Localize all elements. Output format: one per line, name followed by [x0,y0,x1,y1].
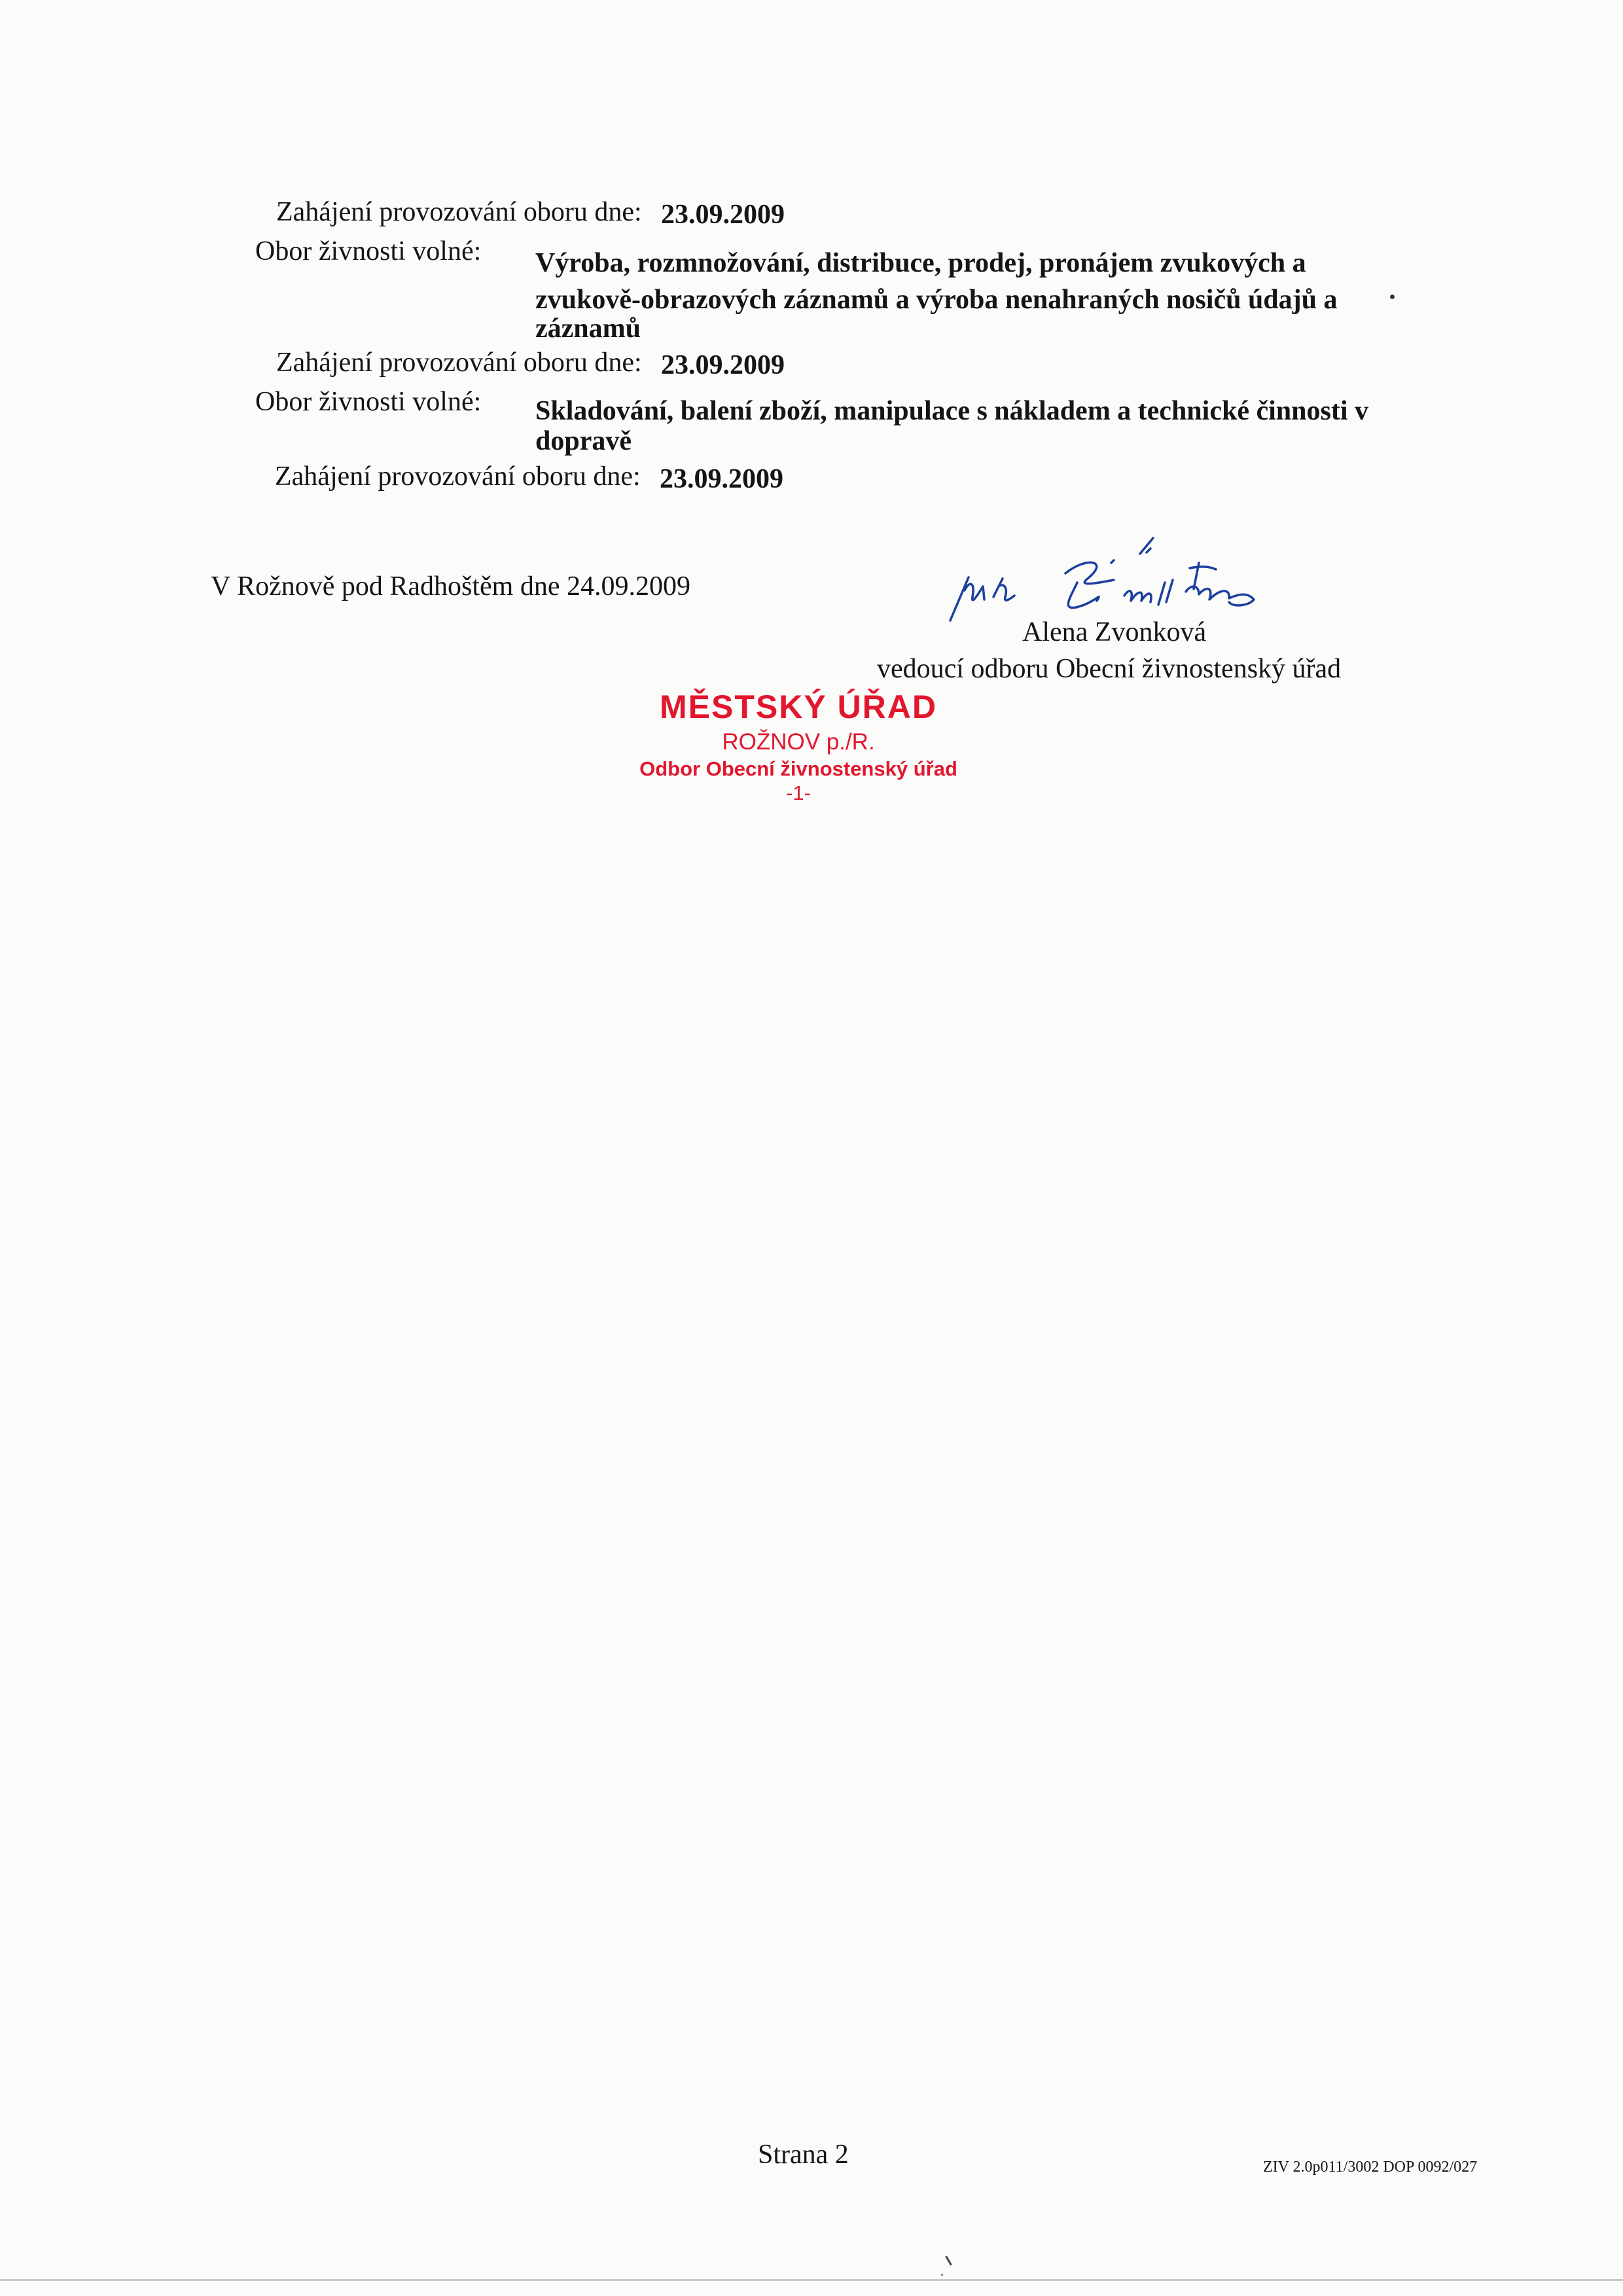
start-date-value-2: 23.09.2009 [661,350,785,380]
start-date-label-3: Zahájení provozování oboru dne: [275,461,641,492]
start-date-value-1: 23.09.2009 [661,200,785,230]
page-number: Strana 2 [758,2140,849,2170]
field-value-2-line-2: dopravě [535,426,632,456]
document-code: ZIV 2.0p011/3002 DOP 0092/027 [1263,2159,1478,2176]
start-date-value-3: 23.09.2009 [660,464,783,494]
stamp-line-4: -1- [786,781,811,804]
field-label-1: Obor živnosti volné: [255,236,482,266]
stamp-line-3: Odbor Obecní živnostenský úřad [639,757,957,780]
field-label-2: Obor živnosti volné: [255,387,482,417]
stamp-line-1: MĚSTSKÝ ÚŘAD [659,689,938,725]
start-date-label-1: Zahájení provozování oboru dne: [276,197,642,227]
official-stamp [615,686,982,805]
signatory-name: Alena Zvonková [1022,617,1207,647]
field-value-1-line-2: zvukově-obrazových záznamů a výroba nenahraných nosičů údajů a [535,285,1338,315]
scan-mark-dot [1390,295,1395,299]
stamp-line-2: ROŽNOV p./R. [722,729,875,755]
signatory-title: vedoucí odboru Obecní živnostenský úřad [877,654,1342,684]
field-value-1-line-3: záznamů [535,314,641,344]
field-value-1-line-1: Výroba, rozmnožování, distribuce, prodej, pronájem zvukových a [535,248,1306,278]
place-date: V Rožnově pod Radhoštěm dne 24.09.2009 [211,571,690,601]
start-date-label-2: Zahájení provozování oboru dne: [276,348,642,378]
scan-mark-tick [945,2255,952,2265]
scan-mark-speck [941,2274,943,2276]
page-bottom-edge [0,2279,1623,2281]
field-value-2-line-1: Skladování, balení zboží, manipulace s nákladem a technické činnosti v [535,396,1369,426]
